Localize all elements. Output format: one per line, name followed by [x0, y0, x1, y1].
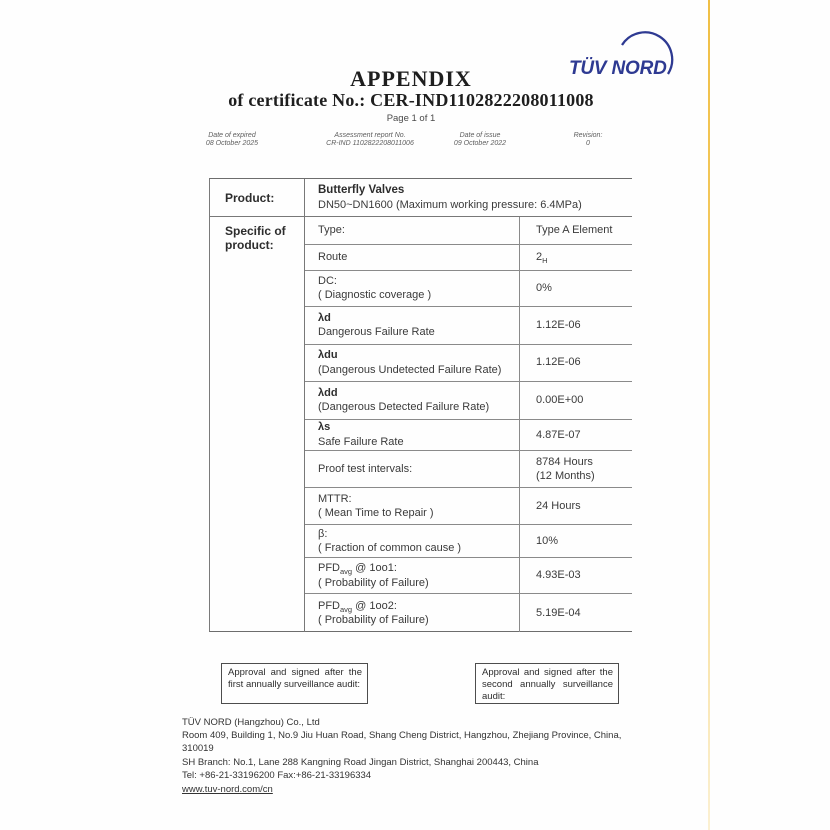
meta-value: 0: [586, 140, 590, 147]
spec-row: [305, 420, 632, 452]
spec-value-cell: [520, 345, 632, 381]
meta-label: Date of issue: [459, 132, 501, 139]
spec-value: 10%: [536, 534, 559, 547]
meta-date-of-expired: [206, 132, 258, 148]
spec-term-cell: [305, 245, 520, 270]
spec-term-cell: [305, 594, 520, 632]
spec-value-cell: [520, 488, 632, 524]
spec-term-description: (Dangerous Detected Failure Rate): [318, 401, 490, 414]
spec-value: 0%: [536, 282, 552, 295]
spec-row: [305, 307, 632, 345]
spec-term-name: DC:: [318, 274, 337, 287]
spec-term-name: $PFD_{avg}$ @ 1oo1:: [318, 562, 397, 577]
meta-value: CR-IND 1102822208011006: [326, 140, 414, 147]
website-link[interactable]: www.tuv-nord.com/cn: [182, 783, 273, 795]
appendix-title: APPENDIX: [350, 66, 472, 91]
specific-rows: [305, 217, 632, 632]
spec-term-description: ( Mean Time to Repair ): [318, 507, 434, 520]
product-row: [210, 179, 632, 217]
spec-term-cell: [305, 420, 520, 451]
spec-term-name: λdu: [318, 349, 338, 362]
spec-row: [305, 245, 632, 271]
meta-assessment-report-no: [326, 132, 414, 148]
specific-section: [210, 217, 632, 632]
tuv-nord-logo: TÜV NORD: [569, 58, 667, 79]
spec-term-cell: [305, 382, 520, 419]
spec-value-cell: [520, 420, 632, 451]
spec-row: [305, 525, 632, 558]
spec-value-cell: [520, 271, 632, 306]
meta-label: Date of expired: [208, 132, 256, 139]
product-name: Butterfly Valves: [318, 183, 405, 196]
spec-value: 5.19E-04: [536, 606, 581, 619]
spec-term-name: λs: [318, 421, 331, 434]
spec-value-cell: [520, 245, 632, 270]
spec-term-name: λd: [318, 311, 331, 324]
meta-date-of-issue: [454, 132, 506, 148]
spec-value-cell: [520, 451, 632, 487]
product-description: DN50~DN1600 (Maximum working pressure: 6.4MPa): [318, 198, 582, 211]
spec-row: [305, 558, 632, 594]
spec-value-cell: [520, 382, 632, 419]
spec-value: 1.12E-06: [536, 318, 581, 331]
spec-term-name: Route: [318, 251, 348, 264]
spec-term-cell: [305, 451, 520, 487]
meta-strip: [0, 132, 830, 152]
spec-term-cell: [305, 271, 520, 306]
specific-of-product-label: Specific of product:: [210, 217, 305, 632]
spec-row: [305, 345, 632, 382]
spec-term-cell: [305, 345, 520, 381]
certificate-table: [209, 178, 632, 632]
spec-term-description: Safe Failure Rate: [318, 435, 404, 448]
spec-term-name: β:: [318, 527, 328, 540]
meta-revision: [574, 132, 603, 148]
title-block: [151, 67, 671, 125]
spec-term-name: Type:: [318, 224, 345, 237]
spec-value: 1.12E-06: [536, 356, 581, 369]
spec-value: $2_H$: [536, 251, 548, 266]
footer: [182, 716, 652, 796]
spec-value-cell: [520, 558, 632, 593]
spec-term-description: (Dangerous Undetected Failure Rate): [318, 363, 502, 376]
spec-value: 4.87E-07: [536, 428, 581, 441]
spec-term-description: ( Probability of Failure): [318, 614, 429, 627]
spec-value: 4.93E-03: [536, 569, 581, 582]
spec-value-cell: [520, 525, 632, 557]
footer-company: TÜV NORD (Hangzhou) Co., Ltd: [182, 717, 320, 728]
spec-term-description: Dangerous Failure Rate: [318, 326, 435, 339]
spec-value: 8784 Hours: [536, 455, 593, 468]
spec-row: [305, 382, 632, 420]
spec-term-cell: [305, 558, 520, 593]
product-label: Product:: [210, 179, 305, 216]
spec-term-name: Proof test intervals:: [318, 463, 413, 476]
scan-edge-line: [708, 0, 710, 830]
spec-term-name: MTTR:: [318, 492, 352, 505]
spec-term-name: λdd: [318, 386, 338, 399]
approval-box-first-audit: Approval and signed after the first annually surveillance audit:: [221, 663, 368, 704]
spec-row: [305, 488, 632, 525]
spec-term-cell: [305, 307, 520, 344]
meta-label: Assessment report No.: [334, 132, 406, 139]
approval-box-second-audit: Approval and signed after the second annually surveillance audit:: [475, 663, 619, 704]
spec-row: [305, 451, 632, 488]
footer-contact: Tel: +86-21-33196200 Fax:+86-21-33196334: [182, 769, 372, 781]
meta-value: 09 October 2022: [453, 140, 507, 147]
spec-value-cell: [520, 217, 632, 244]
spec-value: Type A Element: [536, 224, 613, 237]
certificate-number-subtitle: of certificate No.: CER-IND1102822208011008: [228, 90, 594, 110]
spec-term-description: ( Diagnostic coverage ): [318, 289, 432, 302]
spec-value: 24 Hours: [536, 500, 581, 513]
spec-value-line2: (12 Months): [536, 470, 595, 483]
spec-row: [305, 271, 632, 307]
spec-term-cell: [305, 217, 520, 244]
spec-value: 0.00E+00: [536, 393, 584, 406]
page-indicator: Page 1 of 1: [386, 113, 436, 124]
meta-label: Revision:: [573, 132, 603, 139]
spec-term-cell: [305, 488, 520, 524]
footer-address-line1: Room 409, Building 1, No.9 Jiu Huan Road, Shang Cheng District, Hangzhou, Zhejiang Province, China, 310019: [182, 730, 622, 755]
spec-term-cell: [305, 525, 520, 557]
spec-term-name: $PFD_{avg}$ @ 1oo2:: [318, 599, 397, 614]
meta-value: 08 October 2025: [205, 140, 259, 147]
spec-term-description: ( Probability of Failure): [318, 576, 429, 589]
spec-row: [305, 594, 632, 632]
spec-value-cell: [520, 594, 632, 632]
spec-row: [305, 217, 632, 245]
spec-value-cell: [520, 307, 632, 344]
spec-term-description: ( Fraction of common cause ): [318, 542, 462, 555]
footer-address-line2: SH Branch: No.1, Lane 288 Kangning Road Jingan District, Shanghai 200443, China: [182, 756, 539, 768]
product-content-cell: [305, 179, 632, 216]
